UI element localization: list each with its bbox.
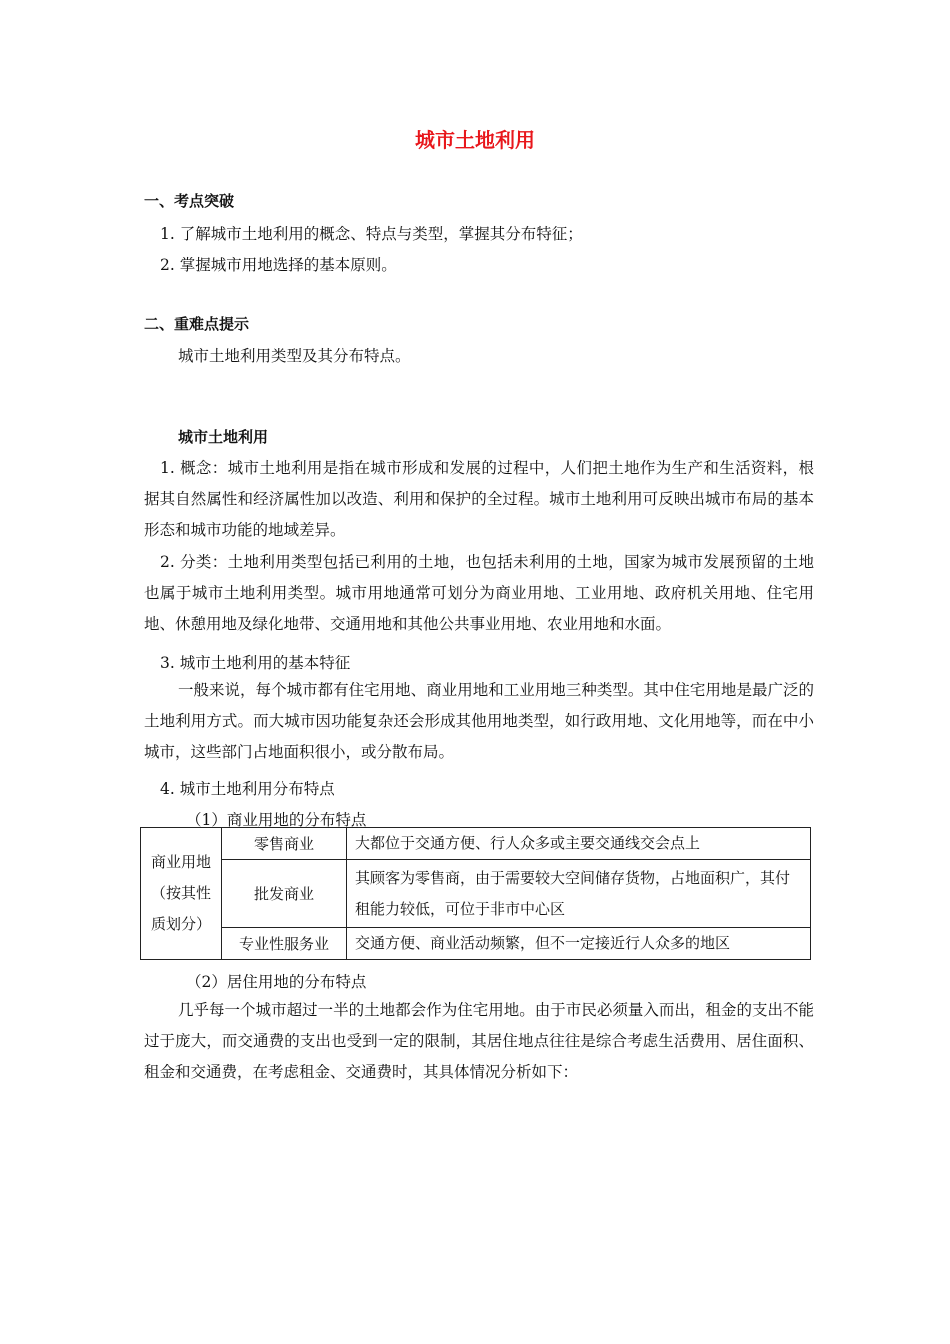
table-desc-cell: 其顾客为零售商，由于需要较大空间储存货物，占地面积广，其付租能力较低，可位于非市中心区 [347,860,811,928]
residential-subheading: （2）居住用地的分布特点 [186,973,367,991]
commercial-subheading: （1）商业用地的分布特点 [186,811,367,829]
paragraph-distribution-heading: 4. 城市土地利用分布特点 [160,780,335,798]
table-type-cell: 专业性服务业 [222,928,347,960]
paragraph-features-heading: 3. 城市土地利用的基本特征 [160,654,351,672]
table-type-cell: 批发商业 [222,860,347,928]
commercial-land-table [140,827,811,960]
difficulty-text: 城市土地利用类型及其分布特点。 [178,347,411,365]
key-point-item: 2. 掌握城市用地选择的基本原则。 [160,256,397,274]
paragraph-features-body: 一般来说，每个城市都有住宅用地、商业用地和工业用地三种类型。其中住宅用地是最广泛的土地利用方式。而大城市因功能复杂还会形成其他用地类型，如行政用地、文化用地等，而在中小城市，这些部门占地面积很小，或分散布局。 [144,681,814,761]
table-row [141,860,811,928]
paragraph-residential: 几乎每一个城市超过一半的土地都会作为住宅用地。由于市民必须量入而出，租金的支出不能过于庞大，而交通费的支出也受到一定的限制，其居住地点往往是综合考虑生活费用、居住面积、租金和交通费，在考虑租金、交通费时，其具体情况分析如下： [144,1001,814,1081]
table-category-cell: 商业用地（按其性质划分） [141,828,222,960]
section-heading-key-points: 一、考点突破 [144,192,235,210]
section-heading-difficulties: 二、重难点提示 [144,315,250,333]
paragraph-concept: 1. 概念：城市土地利用是指在城市形成和发展的过程中，人们把土地作为生产和生活资料，根据其自然属性和经济属性加以改造、利用和保护的全过程。城市土地利用可反映出城市布局的基本形态和城市功能的地域差异。 [144,459,814,539]
table-desc-cell: 大都位于交通方便、行人众多或主要交通线交会点上 [347,828,811,860]
table-type-cell: 零售商业 [222,828,347,860]
content-subheading: 城市土地利用 [178,428,269,446]
document-title: 城市土地利用 [415,128,535,152]
table-desc-cell: 交通方便、商业活动频繁，但不一定接近行人众多的地区 [347,928,811,960]
paragraph-classification: 2. 分类：土地利用类型包括已利用的土地，也包括未利用的土地，国家为城市发展预留的土地也属于城市土地利用类型。城市用地通常可划分为商业用地、工业用地、政府机关用地、住宅用地、休憩用地及绿化地带、交通用地和其他公共事业用地、农业用地和水面。 [144,553,814,633]
key-point-item: 1. 了解城市土地利用的概念、特点与类型，掌握其分布特征； [160,225,583,243]
table-row [141,828,811,860]
table-row [141,928,811,960]
